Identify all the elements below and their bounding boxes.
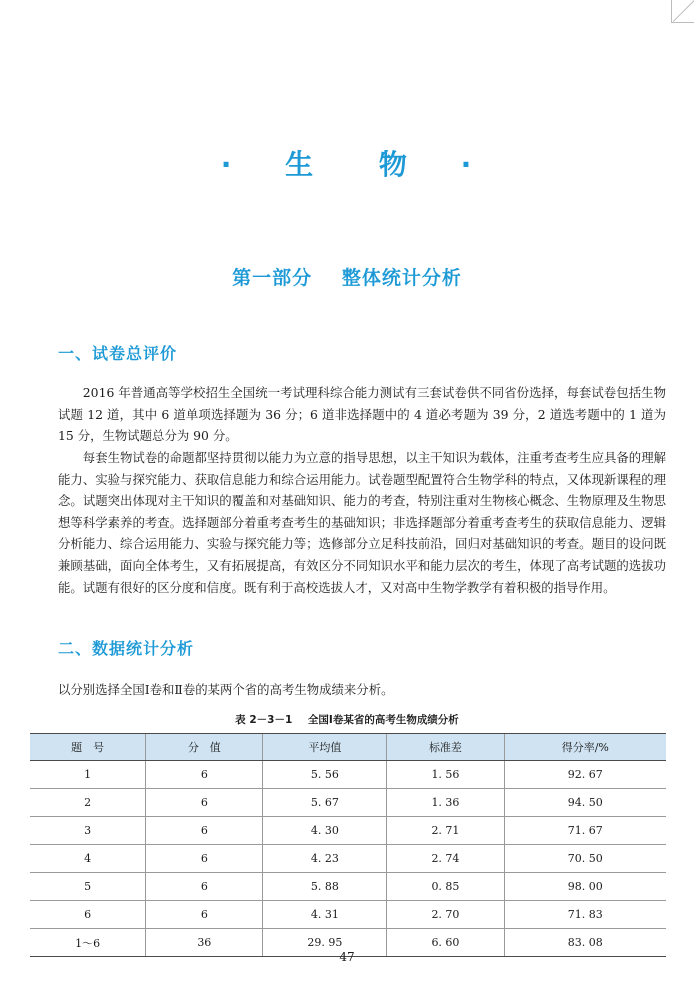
table-row	[30, 817, 666, 845]
cell-std-dev: 1. 36	[387, 789, 504, 817]
table-row	[30, 845, 666, 873]
score-analysis-table	[30, 733, 666, 957]
cell-question: 1	[30, 761, 146, 789]
cell-question: 1～6	[30, 929, 146, 957]
cell-std-dev: 2. 70	[387, 901, 504, 929]
table-caption	[0, 712, 694, 727]
cell-score-rate: 71. 83	[504, 901, 666, 929]
cell-std-dev: 0. 85	[387, 873, 504, 901]
cell-mean: 5. 67	[263, 789, 387, 817]
cell-score-rate: 71. 67	[504, 817, 666, 845]
title-dot-right: ·	[460, 148, 474, 181]
cell-points: 6	[146, 845, 263, 873]
cell-score-rate: 83. 08	[504, 929, 666, 957]
cell-question: 6	[30, 901, 146, 929]
cell-question: 3	[30, 817, 146, 845]
table-row	[30, 761, 666, 789]
cell-question: 4	[30, 845, 146, 873]
subject-title	[0, 143, 694, 183]
statistics-intro: 以分别选择全国Ⅰ卷和Ⅱ卷的某两个省的高考生物成绩来分析。	[58, 682, 394, 697]
table-row	[30, 789, 666, 817]
paragraph-overview: 2016 年普通高等学校招生全国统一考试理科综合能力测试有三套试卷供不同省份选择，每套试卷包括生物试题 12 道，其中 6 道单项选择题为 36 分；6 道非选择题中的 4 道必考题为 39 分，2 道选考题中的 1 道为 15 分，生物试题总分为 90 分。	[58, 385, 666, 444]
cell-mean: 4. 31	[263, 901, 387, 929]
part-label: 第一部分	[232, 267, 313, 289]
cell-std-dev: 6. 60	[387, 929, 504, 957]
header-std-dev: 标准差	[387, 734, 504, 761]
part-name: 整体统计分析	[341, 267, 462, 289]
cell-score-rate: 94. 50	[504, 789, 666, 817]
cell-mean: 4. 23	[263, 845, 387, 873]
title-dot-left: ·	[220, 148, 234, 181]
table-row	[30, 873, 666, 901]
cell-points: 6	[146, 817, 263, 845]
cell-std-dev: 2. 74	[387, 845, 504, 873]
cell-points: 6	[146, 789, 263, 817]
cell-question: 2	[30, 789, 146, 817]
cell-points: 6	[146, 873, 263, 901]
cell-points: 36	[146, 929, 263, 957]
cell-std-dev: 2. 71	[387, 817, 504, 845]
cell-mean: 5. 56	[263, 761, 387, 789]
cell-score-rate: 98. 00	[504, 873, 666, 901]
cell-points: 6	[146, 901, 263, 929]
section-heading-statistics: 二、数据统计分析	[58, 639, 195, 658]
cell-question: 5	[30, 873, 146, 901]
table-row	[30, 901, 666, 929]
cell-score-rate: 92. 67	[504, 761, 666, 789]
table-caption-title: 全国Ⅰ卷某省的高考生物成绩分析	[307, 714, 459, 726]
page-number: 47	[339, 950, 355, 964]
paragraph-design: 每套生物试卷的命题都坚持贯彻以能力为立意的指导思想，以主干知识为载体，注重考查考生应具备的理解能力、实验与探究能力、获取信息能力和综合运用能力。试卷题型配置符合生物学科的特点，又体现新课程的理念。试题突出体现对主干知识的覆盖和对基础知识、能力的考查，特别注重对生物核心概念、生物原理及生物思想等科学素养的考查。选择题部分着重考查考生的基础知识；非选择题部分着重考查考生的获取信息能力、逻辑分析能力、综合运用能力、实验与探究能力等；选修部分立足科技前沿，回归对基础知识的考查。题目的设问既兼顾基础，面向全体考生，又有拓展提高，有效区分不同知识水平和能力层次的考生，体现了高考试题的选拔功能。试题有很好的区分度和信度。既有利于高校选拔人才，又对高中生物学教学有着积极的指导作用。	[58, 450, 666, 595]
cell-std-dev: 1. 56	[387, 761, 504, 789]
header-mean: 平均值	[263, 734, 387, 761]
title-char-sheng: 生	[285, 148, 316, 181]
cell-mean: 5. 88	[263, 873, 387, 901]
header-question: 题 号	[30, 734, 146, 761]
cell-mean: 4. 30	[263, 817, 387, 845]
table-header-row	[30, 734, 666, 761]
page-corner-fold	[671, 0, 694, 23]
section-heading-evaluation: 一、试卷总评价	[58, 344, 178, 363]
title-char-wu: 物	[378, 148, 409, 181]
cell-score-rate: 70. 50	[504, 845, 666, 873]
cell-mean: 29. 95	[263, 929, 387, 957]
header-score-rate: 得分率/%	[504, 734, 666, 761]
part-title	[0, 263, 694, 290]
cell-points: 6	[146, 761, 263, 789]
table-caption-number: 表 2－3－1	[235, 714, 293, 726]
header-points: 分 值	[146, 734, 263, 761]
